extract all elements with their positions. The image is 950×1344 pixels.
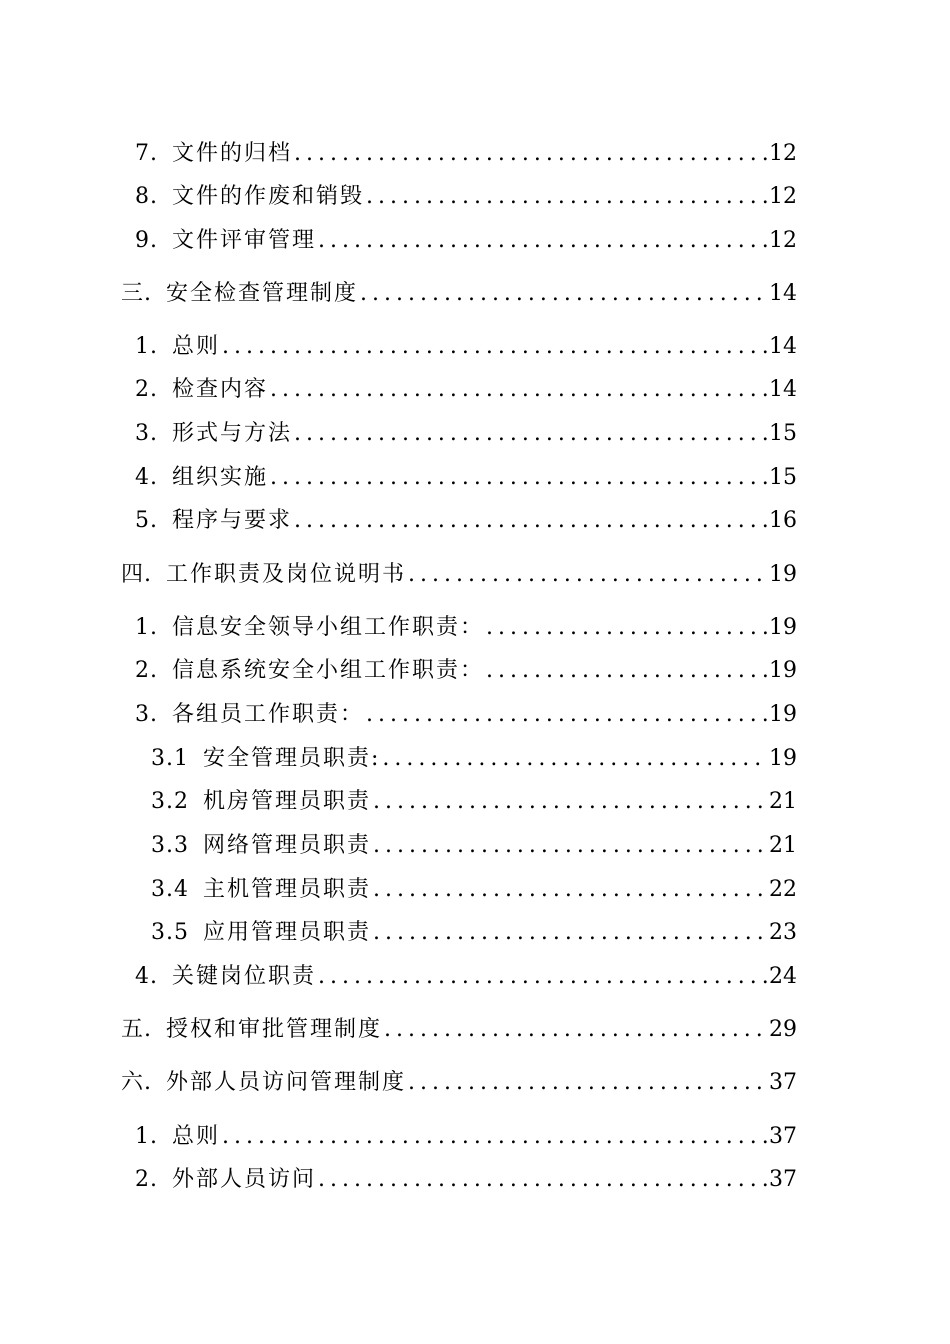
toc-entry-number: 六. (121, 1070, 152, 1095)
toc-dot-leader (294, 137, 767, 171)
toc-entry-title: 安全检查管理制度 (166, 281, 359, 306)
toc-entry-page: 21 (769, 789, 797, 814)
toc-entry-page: 37 (769, 1070, 797, 1095)
toc-subentry[interactable] (151, 873, 797, 907)
toc-entry-title: 文件的作废和销毁 (172, 184, 365, 209)
toc-dot-leader (360, 277, 767, 311)
toc-entry-title: 外部人员访问 (172, 1167, 317, 1192)
toc-entry-number: 2. (135, 1167, 158, 1192)
toc-entry[interactable] (135, 504, 797, 538)
toc-entry-number: 3.2 (151, 789, 189, 814)
toc-entry[interactable] (135, 330, 797, 364)
toc-dot-leader (373, 873, 767, 907)
toc-entry-page: 12 (769, 184, 797, 209)
toc-entry-number: 五. (121, 1017, 152, 1042)
toc-entry-page: 14 (769, 334, 797, 359)
toc-entry-page: 19 (769, 658, 797, 683)
toc-dot-leader (318, 960, 767, 994)
toc-entry-title: 应用管理员职责 (203, 920, 372, 945)
toc-subentry[interactable] (151, 785, 797, 819)
toc-section-entry[interactable] (121, 277, 797, 311)
toc-entry-number: 四. (121, 562, 152, 587)
toc-entry-title: 网络管理员职责 (203, 833, 372, 858)
toc-entry[interactable] (135, 960, 797, 994)
toc-section-entry[interactable] (121, 1066, 797, 1100)
toc-entry-title: 文件的归档 (172, 141, 293, 166)
toc-entry-title: 总则 (172, 1124, 221, 1149)
toc-entry-title: 总则 (172, 334, 221, 359)
toc-entry-page: 14 (769, 281, 797, 306)
toc-dot-leader (222, 330, 767, 364)
toc-dot-leader (382, 742, 767, 776)
toc-dot-leader (270, 461, 767, 495)
toc-entry-page: 19 (769, 702, 797, 727)
toc-subentry[interactable] (151, 829, 797, 863)
toc-section-entry[interactable] (121, 1013, 797, 1047)
toc-dot-leader (294, 504, 767, 538)
toc-entry-title: 信息系统安全小组工作职责： (172, 658, 485, 683)
toc-entry-number: 3.5 (151, 920, 189, 945)
toc-dot-leader (486, 654, 767, 688)
toc-entry-page: 37 (769, 1124, 797, 1149)
toc-dot-leader (318, 1163, 767, 1197)
toc-entry[interactable] (135, 180, 797, 214)
toc-entry-title: 信息安全领导小组工作职责： (172, 615, 485, 640)
toc-dot-leader (408, 558, 767, 592)
toc-entry-title: 安全管理员职责: (203, 746, 381, 771)
toc-entry-page: 16 (769, 508, 797, 533)
toc-entry-page: 15 (769, 465, 797, 490)
toc-dot-leader (270, 373, 767, 407)
toc-entry-title: 关键岗位职责 (172, 964, 317, 989)
toc-entry-number: 1. (135, 615, 158, 640)
toc-entry-number: 8. (135, 184, 158, 209)
toc-entry[interactable] (135, 1163, 797, 1197)
toc-entry-title: 文件评审管理 (172, 228, 317, 253)
toc-entry-number: 4. (135, 964, 158, 989)
toc-entry-number: 4. (135, 465, 158, 490)
toc-dot-leader (408, 1066, 767, 1100)
toc-entry-page: 19 (769, 562, 797, 587)
toc-entry-title: 程序与要求 (172, 508, 293, 533)
toc-entry-page: 12 (769, 228, 797, 253)
toc-entry[interactable] (135, 224, 797, 258)
toc-entry-title: 外部人员访问管理制度 (166, 1070, 407, 1095)
toc-entry-number: 1. (135, 334, 158, 359)
toc-subentry[interactable] (151, 916, 797, 950)
toc-entry-page: 37 (769, 1167, 797, 1192)
toc-entry-number: 7. (135, 141, 158, 166)
toc-entry[interactable] (135, 373, 797, 407)
toc-subentry[interactable] (151, 742, 797, 776)
toc-entry-number: 1. (135, 1124, 158, 1149)
toc-entry-number: 2. (135, 658, 158, 683)
toc-entry-number: 3.1 (151, 746, 189, 771)
toc-entry-number: 9. (135, 228, 158, 253)
toc-entry-page: 19 (769, 746, 797, 771)
toc-entry-page: 14 (769, 377, 797, 402)
toc-entry-title: 组织实施 (172, 465, 269, 490)
toc-entry[interactable] (135, 137, 797, 171)
toc-entry-number: 3.4 (151, 877, 189, 902)
toc-entry-title: 形式与方法 (172, 421, 293, 446)
toc-entry-number: 3. (135, 421, 158, 446)
toc-dot-leader (318, 224, 767, 258)
toc-entry-title: 检查内容 (172, 377, 269, 402)
toc-entry[interactable] (135, 611, 797, 645)
toc-dot-leader (486, 611, 767, 645)
toc-dot-leader (222, 1120, 767, 1154)
toc-entry-page: 22 (769, 877, 797, 902)
toc-entry[interactable] (135, 461, 797, 495)
toc-dot-leader (373, 916, 767, 950)
toc-entry[interactable] (135, 417, 797, 451)
toc-dot-leader (366, 698, 767, 732)
toc-dot-leader (373, 829, 767, 863)
toc-entry-number: 5. (135, 508, 158, 533)
toc-dot-leader (373, 785, 767, 819)
toc-entry[interactable] (135, 654, 797, 688)
toc-entry-number: 3.3 (151, 833, 189, 858)
toc-entry-number: 3. (135, 702, 158, 727)
toc-entry-title: 各组员工作职责： (172, 702, 365, 727)
toc-dot-leader (294, 417, 767, 451)
toc-entry-page: 23 (769, 920, 797, 945)
toc-dot-leader (366, 180, 767, 214)
toc-entry-number: 三. (121, 281, 152, 306)
toc-dot-leader (384, 1013, 767, 1047)
toc-entry[interactable] (135, 1120, 797, 1154)
toc-entry[interactable] (135, 698, 797, 732)
toc-entry-title: 工作职责及岗位说明书 (166, 562, 407, 587)
toc-entry-page: 24 (769, 964, 797, 989)
toc-entry-page: 21 (769, 833, 797, 858)
toc-section-entry[interactable] (121, 558, 797, 592)
toc-entry-title: 授权和审批管理制度 (166, 1017, 383, 1042)
toc-entry-title: 机房管理员职责 (203, 789, 372, 814)
toc-entry-page: 15 (769, 421, 797, 446)
toc-entry-page: 12 (769, 141, 797, 166)
toc-entry-page: 19 (769, 615, 797, 640)
toc-entry-title: 主机管理员职责 (203, 877, 372, 902)
toc-entry-page: 29 (769, 1017, 797, 1042)
toc-entry-number: 2. (135, 377, 158, 402)
